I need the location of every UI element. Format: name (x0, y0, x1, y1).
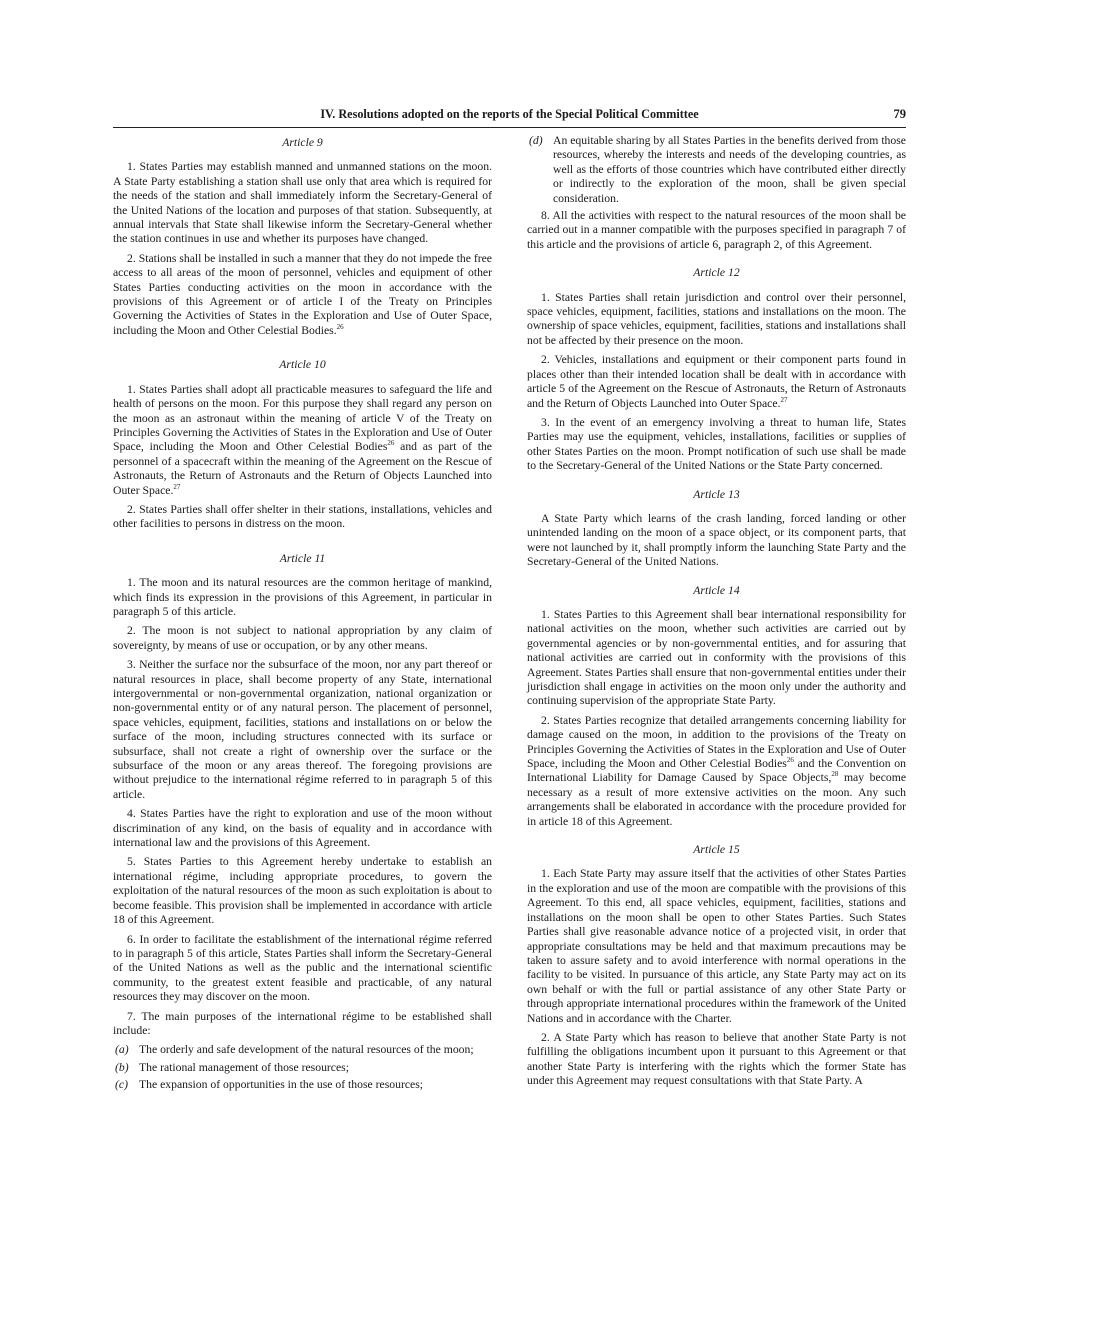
page-number: 79 (893, 107, 906, 121)
list-label: (d) (529, 134, 543, 147)
article-12-paragraph-1: 1. States Parties shall retain jurisdiction and control over their personnel, space vehicles, equipment, facilities, stations and installations on the moon. The ownership of space vehicles, equipment, facilities, stations and installations shall not be affected by their presence on the moon. (527, 290, 906, 347)
article-11-paragraph-6: 6. In order to facilitate the establishment of the international régime referred to in paragraph 5 of this article, States Parties shall inform the Secretary-General of the United Nations as well as the public and the international scientific community, to the greatest extent feasible and practicable, of any natural resources they may discover on the moon. (113, 932, 492, 1004)
article-11-paragraph-3: 3. Neither the surface nor the subsurface of the moon, nor any part thereof or natural resources in place, shall become property of any State, international intergovernmental or non-governmental organization, national organization or non-governmental entity or of any natural person. The placement of personnel, space vehicles, equipment, facilities, stations and installations on or below the surface of the moon, including structures connected with its surface or subsurface, shall not create a right of ownership over the surface or the subsurface of the moon or any areas thereof. The foregoing provisions are without prejudice to the international régime referred to in paragraph 5 of this article. (113, 658, 492, 801)
header-rule (113, 127, 906, 128)
header-title: IV. Resolutions adopted on the reports of the Special Political Committee (320, 107, 699, 121)
article-11-paragraph-1: 1. The moon and its natural resources are the common heritage of mankind, which finds its expression in the provisions of this Agreement, in particular in paragraph 5 of this article. (113, 576, 492, 618)
article-9-heading: Article 9 (282, 136, 323, 149)
article-12-heading: Article 12 (693, 266, 740, 280)
article-14-paragraph-1: 1. States Parties to this Agreement shall bear international responsibility for national activities on the moon, whether such activities are carried out by governmental agencies or by non-governmental entities, and for assuring that national activities are carried out in conformity with the provisions of this Agreement. States Parties shall ensure that non-governmental entities under their jurisdiction shall engage in activities on the moon only under the authority and continuing supervision of the appropriate State Party. (527, 607, 906, 708)
right-column (527, 134, 906, 1094)
article-15-paragraph-1: 1. Each State Party may assure itself that the activities of other States Parties in the exploration and use of the moon are compatible with the provisions of this Agreement. To this end, all space vehicles, equipment, facilities, stations and installations on the moon shall be open to other States Parties. Such States Parties shall give reasonable advance notice of a projected visit, in order that appropriate consultations may be held and that maximum precautions may be taken to assure safety and to avoid interference with normal operations in the facility to be visited. In pursuance of this article, any State Party may act on its own behalf or with the full or partial assistance of any other State Party or through appropriate international procedures within the framework of the United Nations and in accordance with the Charter. (527, 867, 906, 1025)
list-label: (a) (115, 1043, 129, 1057)
article-12-paragraph-3: 3. In the event of an emergency involving a threat to human life, States Parties may use the equipment, vehicles, installations, facilities or supplies of other States Parties on the moon. Prompt notification of such use shall be made to the Secretary-General of the United Nations or the State Party concerned. (527, 415, 906, 473)
article-14-paragraph-2: 2. States Parties recognize that detailed arrangements concerning liability for damage caused on the moon, in addition to the provisions of the Treaty on Principles Governing the Activities of States in the Exploration and Use of Outer Space, including the Moon and Other Celestial Bodies$^{26}$ and the Convention on International Liability for Damage Caused by Space Objects,$^{28}$ may become necessary as a result of more extensive activities on the moon. Any such arrangements shall be elaborated in accordance with the procedure provided for in article 18 of this Agreement. (527, 713, 907, 828)
footnote-ref: 26 (336, 322, 344, 331)
article-9-paragraph-2: 2. Stations shall be installed in such a manner that they do not impede the free access to all areas of the moon of personnel, vehicles and equipment of other States Parties conducting activities on the moon in accordance with the provisions of this Agreement or of article I of the Treaty on Principles Governing the Activities of States in the Exploration and Use of Outer Space, including the Moon and Other Celestial Bodies.$^{26}$ (113, 251, 492, 337)
running-header (113, 107, 906, 127)
list-item-a: (a) The orderly and safe development of the natural resources of the moon; (115, 1043, 474, 1057)
article-11-heading: Article 11 (279, 551, 326, 565)
article-10-heading: Article 10 (279, 358, 326, 372)
article-14-heading: Article 14 (693, 583, 740, 597)
footnote-ref: 27 (173, 482, 181, 491)
article-15-paragraph-2: 2. A State Party which has reason to believe that another State Party is not fulfilling the obligations incumbent upon it pursuant to this Agreement or that another State Party is interfering with the rights which the former State has under this Agreement may request consultations with that State Party. A (527, 1030, 906, 1088)
list-item-d: (d) An equitable sharing by all States Parties in the benefits derived from those resources, whereby the interests and needs of the developing countries, as well as the efforts of those countries which have contributed either directly or indirectly to the exploration of the moon, shall be given special consideration. (529, 134, 906, 205)
article-11-paragraph-8: 8. All the activities with respect to the natural resources of the moon shall be carried out in a manner compatible with the purposes specified in paragraph 7 of this article and the provisions of article 6, paragraph 2, of this Agreement. (527, 209, 906, 251)
article-11-paragraph-7: 7. The main purposes of the international régime to be established shall include: (113, 1009, 492, 1037)
article-13-paragraph: A State Party which learns of the crash landing, forced landing or other unintended landing on the moon of a space object, or its component parts, that were not launched by it, shall promptly inform the launching State Party and the Secretary-General of the United Nations. (527, 511, 906, 569)
article-15-heading: Article 15 (693, 843, 740, 857)
article-10-paragraph-1: 1. States Parties shall adopt all practicable measures to safeguard the life and health of persons on the moon. For this purpose they shall regard any person on the moon as an astronaut within the meaning of article V of the Treaty on Principles Governing the Activities of States in the Exploration and Use of Outer Space, including the Moon and Other Celestial Bodies$^{26}$ and as part of the personnel of a spacecraft within the meaning of the Agreement on the Rescue of Astronauts, the Return of Astronauts and the Return of Objects Launched into Outer Space.$^{27}$ (113, 382, 492, 497)
footnote-ref: 28 (831, 770, 839, 779)
list-item-b: (b) The rational management of those resources; (115, 1060, 349, 1074)
article-13-heading: Article 13 (693, 487, 740, 501)
list-item-c: (c) The expansion of opportunities in the use of those resources; (115, 1078, 424, 1092)
article-12-paragraph-2: 2. Vehicles, installations and equipment or their component parts found in places other than their intended location shall be dealt with in accordance with article 5 of the Agreement on the Rescue of Astronauts, the Return of Astronauts and the Return of Objects Launched into Outer Space.$^{27}$ (527, 353, 906, 410)
article-11-paragraph-2: 2. The moon is not subject to national appropriation by any claim of sovereignty, by means of use or occupation, or by any other means. (113, 624, 492, 652)
footnote-ref: 26 (786, 756, 794, 765)
footnote-ref: 26 (387, 439, 395, 448)
article-11-paragraph-4: 4. States Parties have the right to exploration and use of the moon without discrimination of any kind, on the basis of equality and in accordance with international law and the provisions of this Agreement. (113, 807, 492, 850)
article-11-paragraph-5: 5. States Parties to this Agreement hereby undertake to establish an international régime, including appropriate procedures, to govern the exploitation of the natural resources of the moon as such exploitation is about to become feasible. This provision shall be implemented in accordance with article 18 of this Agreement. (113, 855, 492, 927)
left-column (113, 134, 492, 1096)
list-label: (c) (115, 1078, 128, 1092)
article-10-paragraph-2: 2. States Parties shall offer shelter in their stations, installations, vehicles and other facilities to persons in distress on the moon. (113, 502, 492, 531)
article-9-paragraph-1: 1. States Parties may establish manned and unmanned stations on the moon. A State Party establishing a station shall use only that area which is required for the needs of the station and shall immediately inform the Secretary-General of the United Nations of the location and purposes of that station. Subsequently, at annual intervals that State shall likewise inform the Secretary-General whether the station continues in use and whether its purposes have changed. (113, 160, 492, 246)
footnote-ref: 27 (780, 395, 788, 404)
list-label: (b) (115, 1060, 129, 1074)
